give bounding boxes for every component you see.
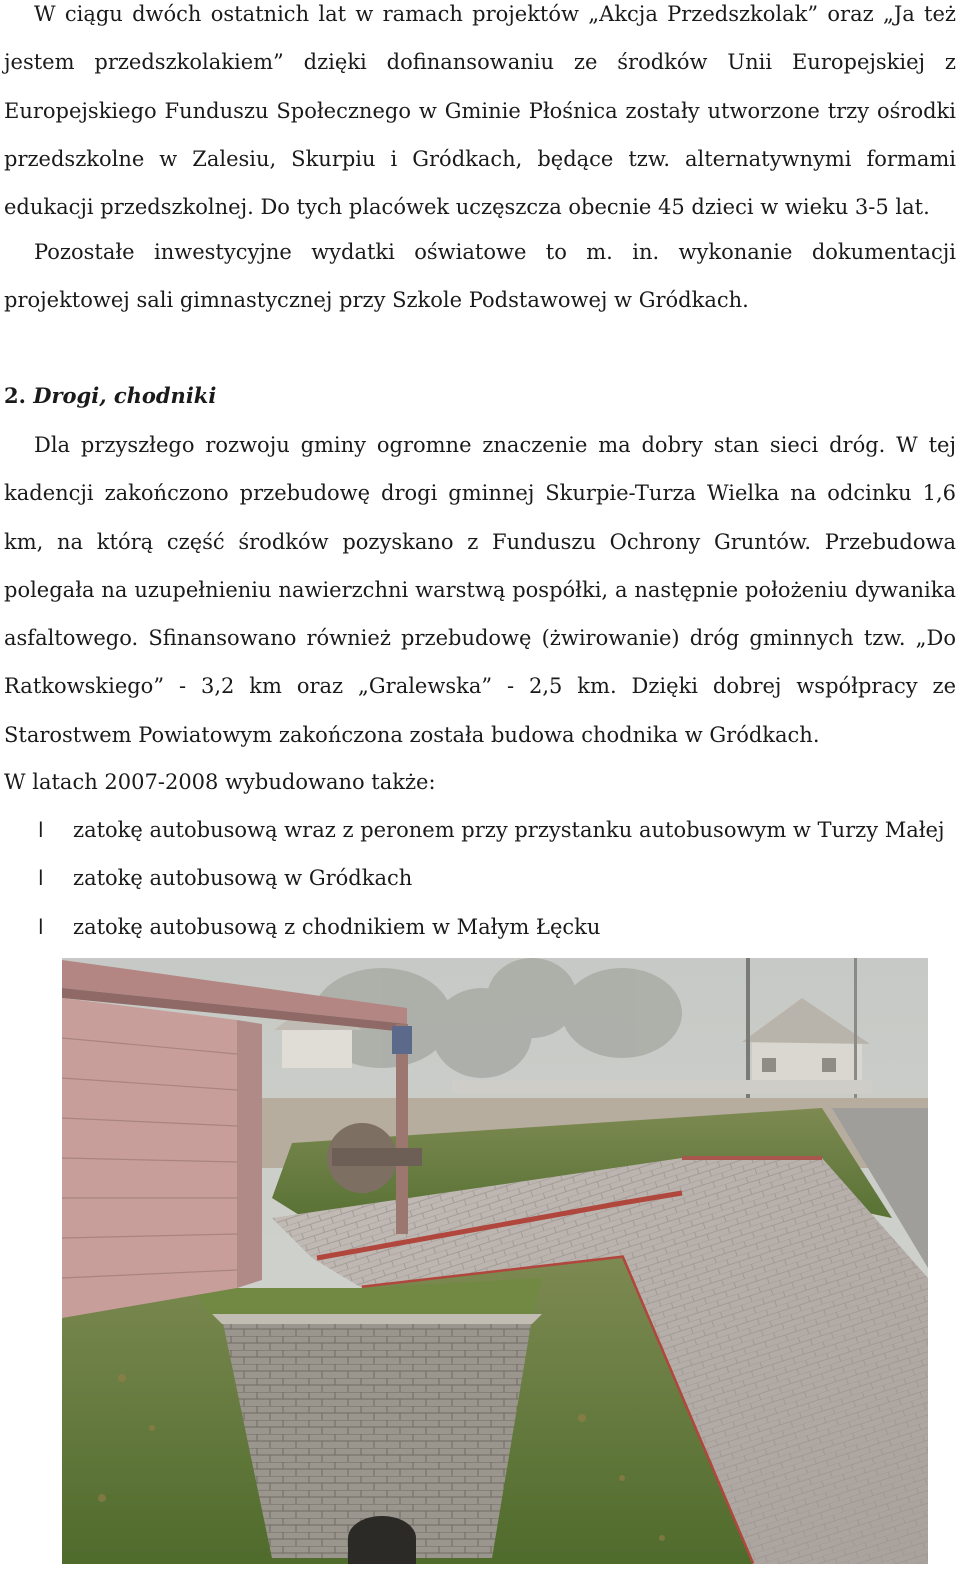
fence [452, 1080, 872, 1094]
section-number: 2. [4, 383, 26, 408]
bus-bays-list [0, 806, 952, 951]
paragraph-education-investments: Pozostałe inwestycyjne wydatki oświatowe to m. in. wykonanie dokumentacji projektowej sali gimnastycznej przy Szkole Podstawowej w Gródkach. [4, 240, 956, 313]
paragraph-built-also: W latach 2007-2008 wybudowano także: [4, 770, 436, 794]
paragraph-preschools: W ciągu dwóch ostatnich lat w ramach projektów „Akcja Przedszkolak” oraz „Ja też jestem przedszkolakiem” dzięki dofinansowaniu ze środków Unii Europejskiej z Europejskiego Funduszu Społecznego w Gminie Płośnica zostały utworzone trzy ośrodki przedszkolne w Zalesiu, Skurpiu i Gródkach, będące tzw. alternatywnymi formami edukacji przedszkolnej. Do tych placówek uczęszcza obecnie 45 dzieci w wieku 3-5 lat. [4, 2, 956, 220]
list-item [0, 854, 952, 902]
bullet-marker: l [38, 914, 44, 939]
list-item-text: zatokę autobusową wraz z peronem przy przystanku autobusowym w Turzy Małej [73, 818, 945, 842]
list-item-text: zatokę autobusową z chodnikiem w Małym Łęcku [73, 914, 601, 939]
bullet-marker: l [38, 818, 44, 842]
bullet-marker: l [38, 866, 44, 891]
photo-illustration [62, 958, 928, 1564]
list-item [0, 903, 952, 951]
section-heading-roads [0, 372, 220, 420]
section-title: Drogi, chodniki [33, 383, 217, 408]
bus-stop-photo [62, 958, 928, 1564]
utility-pole [746, 958, 750, 1098]
paragraph-roads: Dla przyszłego rozwoju gminy ogromne znaczenie ma dobry stan sieci dróg. W tej kadencji zakończono przebudowę drogi gminnej Skurpie-Turza Wielka na odcinku 1,6 km, na którą część środków pozyskano z Funduszu Ochrony Gruntów. Przebudowa polegała na uzupełnieniu nawierzchni warstwą pospółki, a następnie położeniu dywanika asfaltowego. Sfinansowano również przebudowę (żwirowanie) dróg gminnych tzw. „Do Ratkowskiego” - 3,2 km oraz „Gralewska” - 2,5 km. Dzięki dobrej współpracy ze Starostwem Powiatowym zakończona została budowa chodnika w Gródkach. [4, 433, 956, 747]
list-item-text: zatokę autobusową w Gródkach [73, 866, 413, 891]
list-item [0, 806, 952, 854]
